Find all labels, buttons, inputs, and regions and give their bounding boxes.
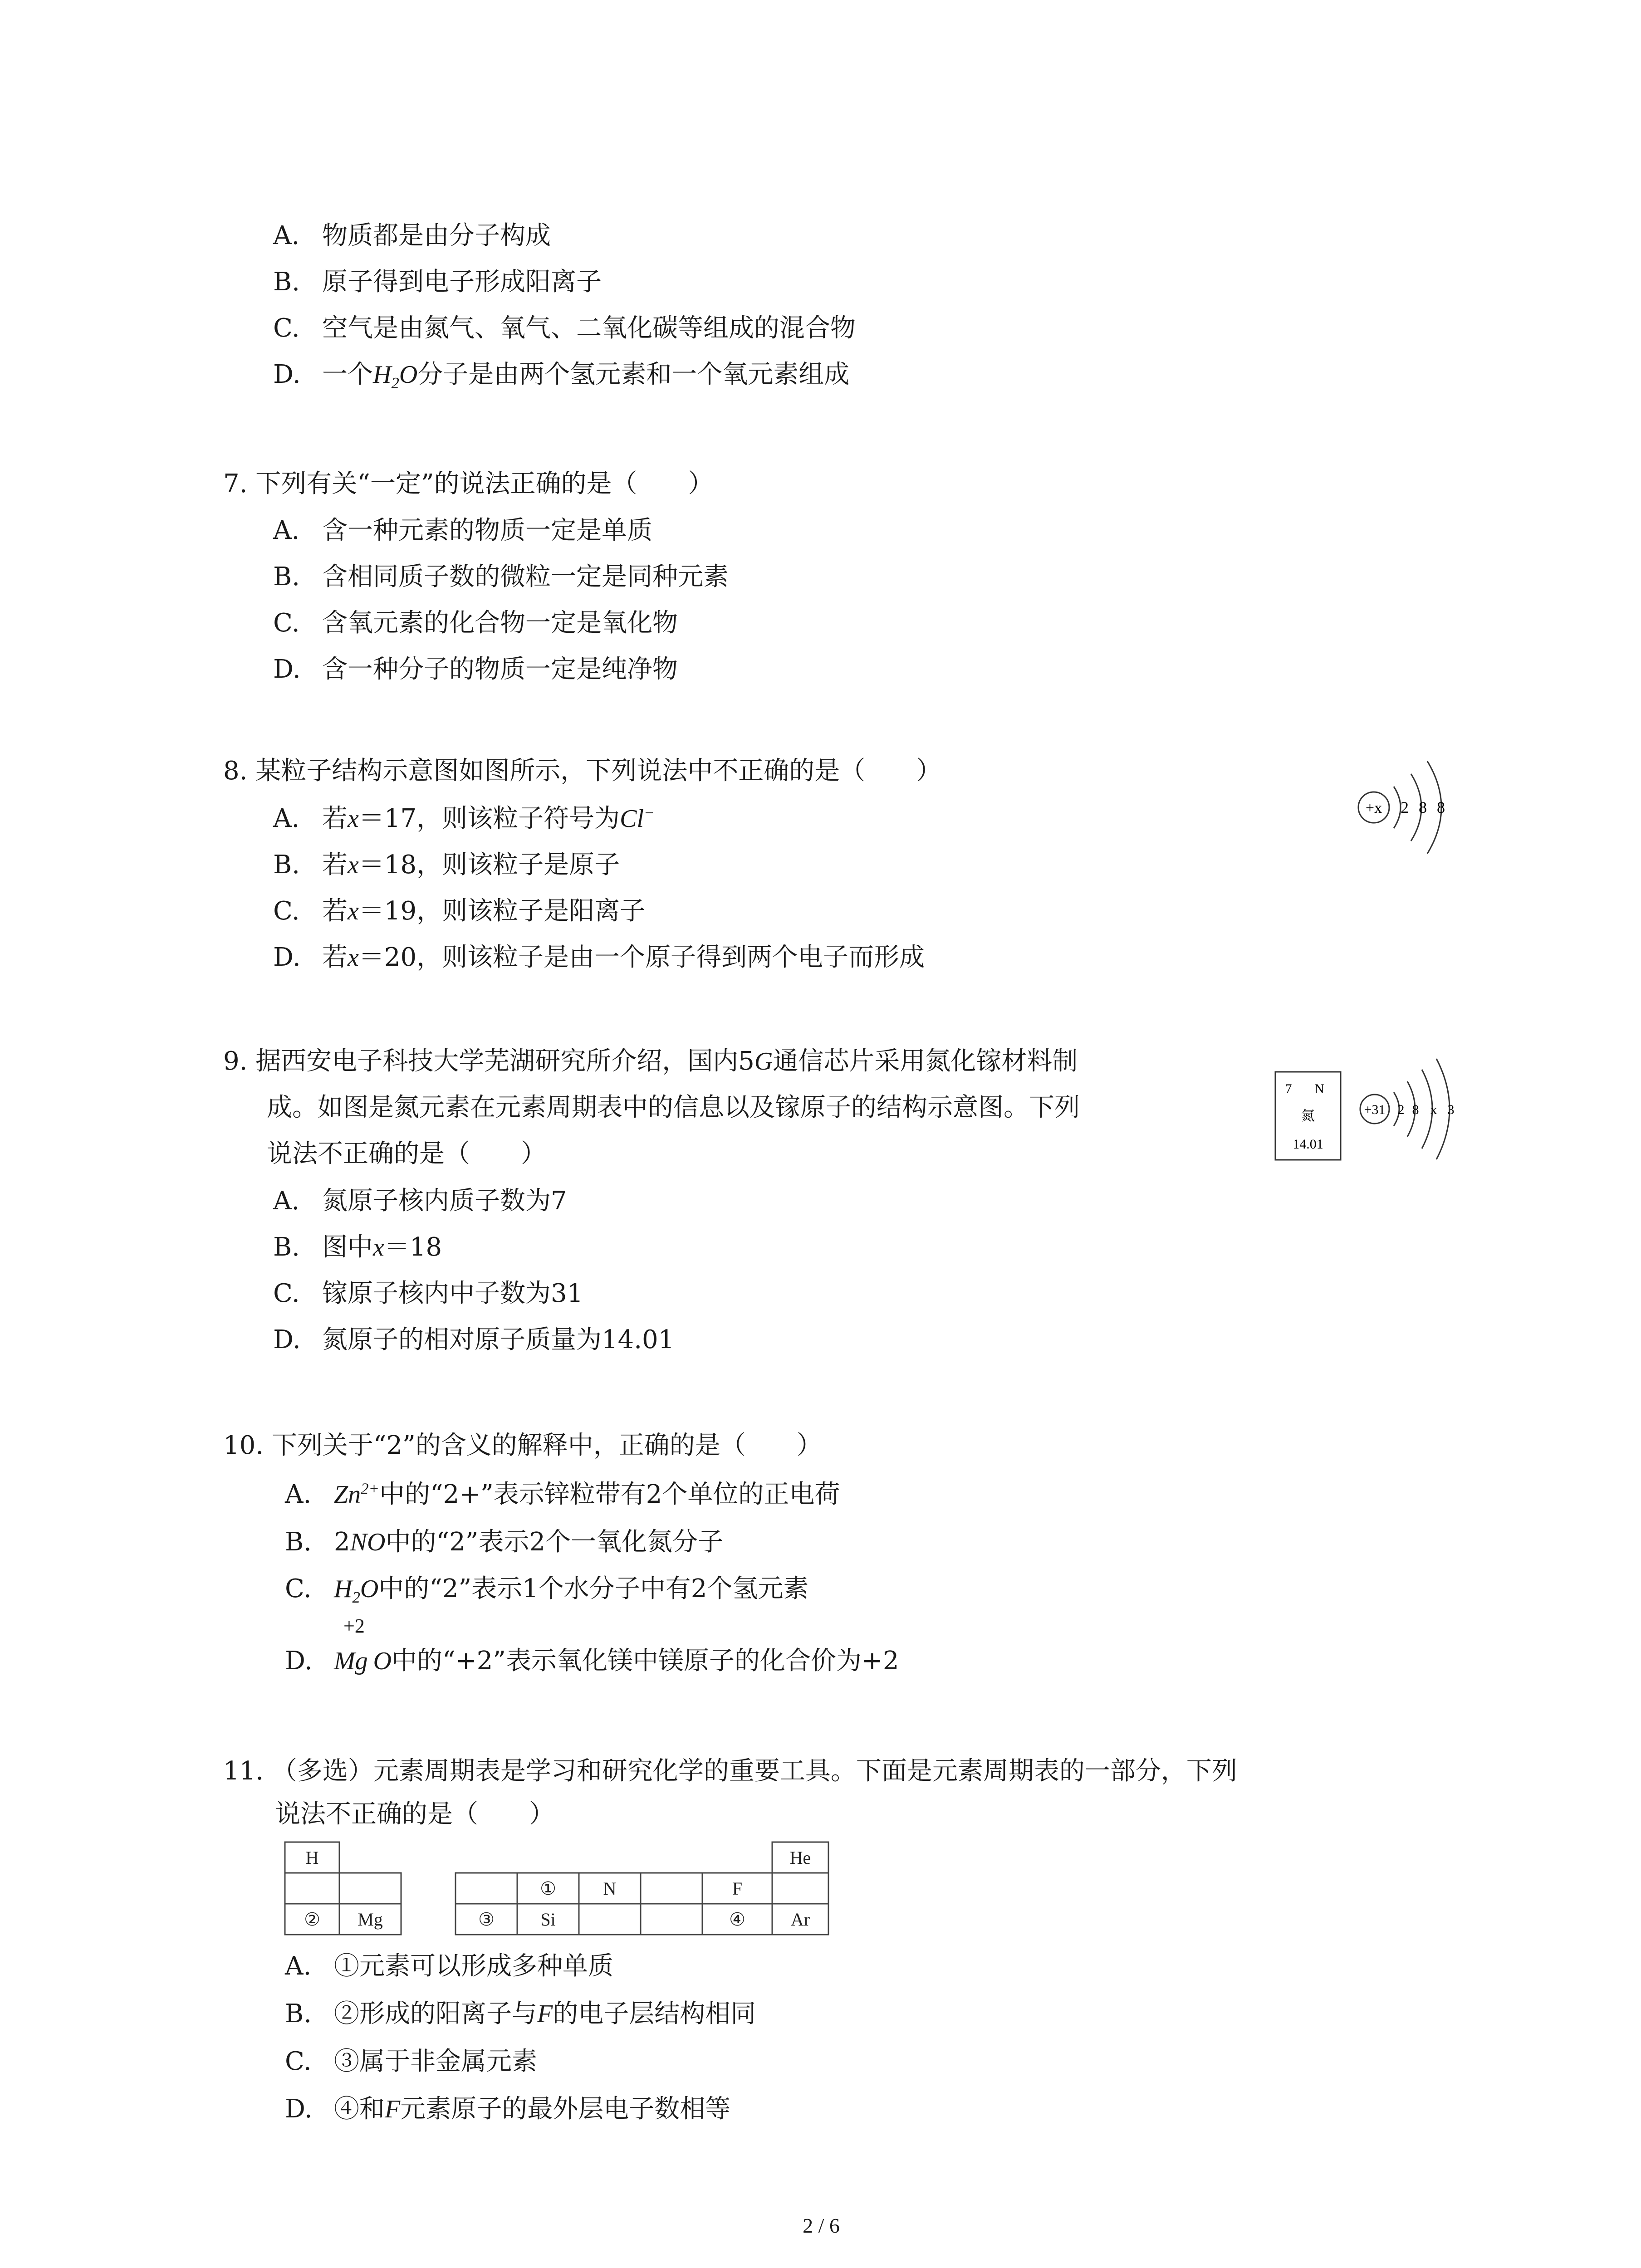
cell-r2-g2: [339, 1873, 401, 1904]
q6-option-a: [273, 218, 551, 254]
mark-4: ④: [729, 1909, 745, 1930]
option-text-post: 中的“2”表示1个水分子中有2个氢元素: [378, 1574, 809, 1603]
q9-gallium-atom-structure-diagram: [1352, 1043, 1465, 1175]
formula-water: [334, 1575, 379, 1607]
option-label: B.: [273, 562, 300, 591]
variable-x: x: [348, 943, 359, 972]
q7-option-b: [273, 559, 729, 595]
q11-periodic-table-fragment: [282, 1839, 836, 1944]
q7-option-a: [273, 513, 652, 549]
option-text-post: 元素原子的最外层电子数相等: [400, 2094, 731, 2124]
option-label: B.: [273, 267, 300, 297]
q11-option-a: [285, 1948, 613, 1984]
option-label: D.: [273, 360, 301, 389]
q11-option-c: [285, 2043, 537, 2080]
q9-nitrogen-element-card: [1274, 1070, 1342, 1161]
ion-base: Cl: [620, 805, 644, 833]
electron-shell-1: [1394, 787, 1401, 828]
option-text: ③属于非金属元素: [334, 2047, 537, 2076]
ion-charge: 2+: [361, 1480, 379, 1498]
q10-option-c: [285, 1571, 808, 1607]
nucleus-charge: +31: [1364, 1102, 1386, 1117]
q10-option-b: [285, 1524, 723, 1560]
q9-stem-line1: [223, 1043, 1078, 1080]
variable-f: F: [385, 2095, 401, 2123]
formula-no: NO: [350, 1528, 386, 1556]
symbol-h: H: [305, 1848, 319, 1868]
option-text: 含一种分子的物质一定是纯净物: [322, 655, 678, 684]
option-label: D.: [273, 943, 301, 972]
formula-subscript: 2: [391, 374, 399, 392]
q8-option-d: [273, 939, 925, 976]
mark-2: ②: [304, 1909, 320, 1930]
cell-r2-ne: [772, 1873, 828, 1904]
ion-base: Zn: [334, 1481, 361, 1509]
option-label: B.: [273, 1232, 300, 1262]
option-label: A.: [273, 804, 300, 833]
shell2-electrons: 8: [1419, 798, 1427, 816]
option-text-post: ＝20，则该粒子是由一个原子得到两个电子而形成: [358, 943, 925, 972]
option-text-pre: 若: [322, 896, 348, 926]
formula-base: H: [334, 1575, 353, 1603]
option-text-post: ＝18: [384, 1232, 442, 1262]
shell3-electrons: x: [1430, 1102, 1437, 1117]
formula-tail: O: [373, 1647, 392, 1675]
ion-charge: −: [644, 804, 655, 822]
q9-option-c: [273, 1276, 583, 1312]
formula-tail: O: [360, 1575, 379, 1603]
formula-subscript: 2: [352, 1589, 360, 1607]
option-text-pre: 一个: [322, 360, 373, 389]
option-text-pre: 若: [322, 804, 348, 833]
q10-option-d: [285, 1643, 899, 1679]
cell-r3-p: [579, 1904, 641, 1935]
option-text-pre: 若: [322, 943, 348, 972]
q8-option-b: [273, 847, 620, 883]
cell-r2-g3: [456, 1873, 517, 1904]
option-label: A.: [285, 1480, 312, 1509]
option-text-post: 的电子层结构相同: [553, 1999, 756, 2028]
symbol-ar: Ar: [790, 1909, 810, 1930]
option-label: B.: [273, 850, 300, 880]
option-text: 空气是由氮气、氧气、二氧化碳等组成的混合物: [322, 313, 856, 343]
option-label: C.: [273, 1279, 300, 1308]
q9-stem-line3: 说法不正确的是（ ）: [267, 1139, 546, 1168]
symbol-f: F: [732, 1878, 743, 1899]
q8-atom-structure-diagram: [1343, 739, 1461, 875]
option-label: A.: [273, 1186, 300, 1216]
zinc-ion: [334, 1481, 379, 1509]
option-text-pre: ④和: [334, 2094, 385, 2124]
mark-1: ①: [540, 1878, 556, 1899]
q11-stem-line2: 说法不正确的是（ ）: [275, 1799, 554, 1829]
q7-option-d: [273, 651, 678, 688]
ion-symbol: [620, 805, 654, 833]
q10-option-a: [285, 1476, 840, 1513]
shell1-electrons: 2: [1401, 798, 1409, 816]
cell-r2-o: [641, 1873, 702, 1904]
formula-base: Mg: [334, 1647, 368, 1675]
option-label: A.: [285, 1951, 312, 1981]
stem-text-pre: 9. 据西安电子科技大学芜湖研究所介绍，国内5: [223, 1046, 754, 1076]
q6-option-d: [273, 357, 849, 393]
q9-stem-line2: 成。如图是氮元素在元素周期表中的信息以及镓原子的结构示意图。下列: [267, 1093, 1080, 1122]
option-text-post: 中的“+2”表示氧化镁中镁原子的化合价为+2: [392, 1646, 899, 1676]
option-text: 含一种元素的物质一定是单质: [322, 516, 652, 545]
valence-mark: +2: [343, 1615, 365, 1637]
q8-stem: 8. 某粒子结构示意图如图所示，下列说法中不正确的是（ ）: [223, 756, 942, 786]
q11-stem-line1: 11. （多选）元素周期表是学习和研究化学的重要工具。下面是元素周期表的一部分，下列: [223, 1756, 1237, 1786]
option-text-post: 中的“2”表示2个一氧化氮分子: [385, 1527, 723, 1557]
option-text: 含相同质子数的微粒一定是同种元素: [322, 562, 729, 591]
option-label: D.: [273, 655, 301, 684]
option-label: C.: [273, 313, 300, 343]
option-label: D.: [285, 2094, 313, 2124]
variable-x: x: [348, 805, 359, 833]
formula-coefficient: 2: [334, 1527, 350, 1557]
atomic-mass: 14.01: [1293, 1137, 1323, 1152]
option-label: C.: [285, 1574, 312, 1603]
stem-text-post: 通信芯片采用氮化镓材料制: [773, 1046, 1078, 1076]
nucleus-charge: +x: [1365, 800, 1382, 816]
option-label: A.: [273, 221, 300, 250]
q9-option-b: [273, 1229, 442, 1266]
cell-r3-s: [641, 1904, 702, 1935]
variable-g: G: [754, 1047, 773, 1075]
formula-tail: O: [399, 361, 418, 389]
option-text-post: ＝19，则该粒子是阳离子: [358, 896, 646, 926]
element-name: 氮: [1301, 1109, 1315, 1124]
cell-r2-g1: [285, 1873, 339, 1904]
q10-stem: 10. 下列关于“2”的含义的解释中，正确的是（ ）: [223, 1431, 822, 1460]
option-text: 氮原子核内质子数为7: [322, 1186, 567, 1216]
q9-option-d: [273, 1322, 674, 1358]
option-label: C.: [285, 2047, 312, 2076]
symbol-n: N: [603, 1878, 617, 1899]
q11-option-b: [285, 1996, 756, 2032]
option-text: 含氧元素的化合物一定是氧化物: [322, 608, 678, 638]
q6-option-b: [273, 264, 602, 300]
q6-option-c: [273, 310, 856, 347]
symbol-si: Si: [540, 1909, 556, 1930]
option-text-post: 分子是由两个氢元素和一个氧元素组成: [417, 360, 850, 389]
mark-3: ③: [478, 1909, 495, 1930]
option-text-pre: 图中: [322, 1232, 373, 1262]
q7-stem: 7. 下列有关“一定”的说法正确的是（ ）: [223, 469, 714, 499]
option-label: D.: [285, 1646, 313, 1676]
option-text: 原子得到电子形成阳离子: [322, 267, 602, 297]
option-label: C.: [273, 896, 300, 926]
variable-x: x: [348, 851, 359, 879]
shell2-electrons: 8: [1412, 1102, 1419, 1117]
symbol-mg: Mg: [358, 1909, 383, 1930]
option-label: D.: [273, 1325, 301, 1354]
q8-option-a: [273, 801, 654, 837]
variable-x: x: [373, 1233, 384, 1261]
atomic-number: 7: [1285, 1081, 1292, 1096]
q8-option-c: [273, 893, 645, 929]
formula-base: H: [373, 361, 392, 389]
q7-option-c: [273, 605, 678, 641]
element-symbol: N: [1314, 1081, 1324, 1096]
option-text-post: ＝18，则该粒子是原子: [358, 850, 620, 880]
option-text-pre: 若: [322, 850, 348, 880]
option-label: C.: [273, 608, 300, 638]
option-text: 物质都是由分子构成: [322, 221, 551, 250]
shell1-electrons: 2: [1397, 1102, 1405, 1117]
option-label: B.: [285, 1527, 312, 1557]
option-text: 氮原子的相对原子质量为14.01: [322, 1325, 675, 1354]
symbol-he: He: [789, 1848, 811, 1868]
option-text-post: 中的“2+”表示锌粒带有2个单位的正电荷: [379, 1480, 840, 1509]
shell3-electrons: 8: [1437, 798, 1445, 816]
formula-water: [373, 361, 418, 392]
page-number: 2 / 6: [803, 2214, 840, 2237]
q11-option-d: [285, 2091, 730, 2127]
option-label: B.: [285, 1999, 312, 2028]
option-label: A.: [273, 516, 300, 545]
q9-option-a: [273, 1183, 567, 1219]
option-text-pre: ②形成的阳离子与: [334, 1999, 537, 2028]
option-text: 镓原子核内中子数为31: [322, 1279, 583, 1308]
shell4-electrons: 3: [1447, 1102, 1455, 1117]
option-text: ①元素可以形成多种单质: [334, 1951, 613, 1981]
variable-x: x: [348, 897, 359, 925]
variable-f: F: [537, 2000, 553, 2028]
option-text-mid: ＝17，则该粒子符号为: [358, 804, 620, 833]
